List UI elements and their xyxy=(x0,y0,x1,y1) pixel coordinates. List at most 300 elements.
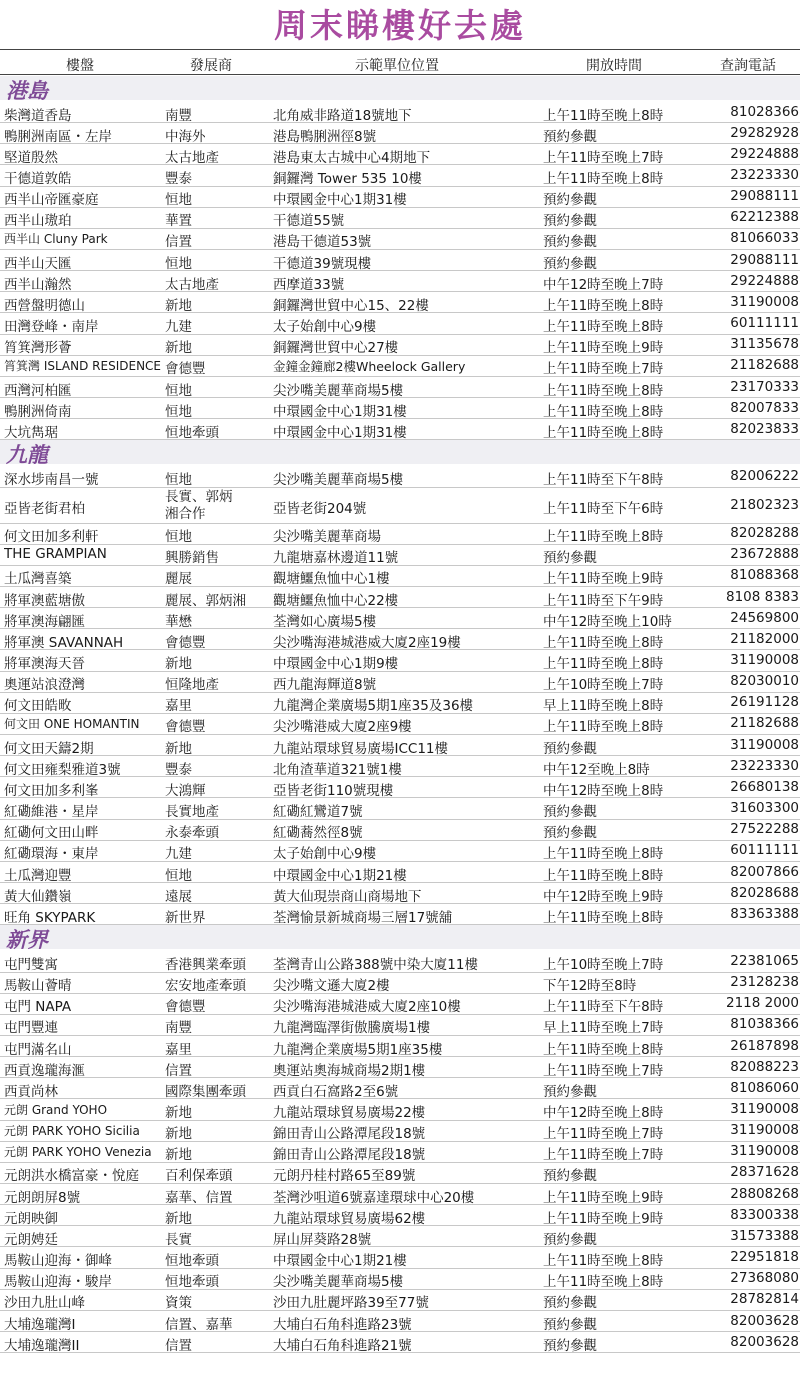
developer: 信置、嘉華 xyxy=(165,1316,233,1333)
phone: 23128238 xyxy=(730,974,799,991)
opening-hours: 預約參觀 xyxy=(543,255,597,272)
developer: 太古地產 xyxy=(165,149,219,166)
developer: 新世界 xyxy=(165,909,206,926)
showflat-location: 尖沙嘴美麗華商場 xyxy=(273,529,381,546)
opening-hours: 中午12時至晚上8時 xyxy=(543,782,664,799)
property-name: 田灣登峰・南岸 xyxy=(4,319,99,336)
showflat-location: 九龍灣企業廣場5期1座35樓 xyxy=(273,1041,443,1058)
opening-hours: 預約參觀 xyxy=(543,825,597,842)
property-name: 元朗洪水橋富豪・悅庭 xyxy=(4,1168,139,1185)
property-name: 筲箕灣形薈 xyxy=(4,340,72,357)
showflat-location: 中環國金中心1期21樓 xyxy=(273,867,407,884)
opening-hours: 預約參觀 xyxy=(543,128,597,145)
property-name: 土瓜灣喜築 xyxy=(4,571,72,588)
phone: 23223330 xyxy=(730,757,799,774)
showflat-location: 中環國金中心1期31樓 xyxy=(273,403,407,420)
developer: 長實、郭炳湘合作 xyxy=(165,488,233,522)
phone: 82023833 xyxy=(730,420,799,437)
showflat-location: 尖沙嘴美麗華商場5樓 xyxy=(273,382,404,399)
showflat-location: 尖沙嘴文遜大廈2樓 xyxy=(273,978,390,995)
table-row xyxy=(0,419,800,440)
developer: 會德豐 xyxy=(165,361,206,378)
table-row xyxy=(0,820,800,841)
table-row xyxy=(0,777,800,798)
phone: 21182000 xyxy=(730,630,799,647)
opening-hours: 上午11時至晚上8時 xyxy=(543,529,664,546)
opening-hours: 上午11時至晚上9時 xyxy=(543,1189,664,1206)
developer: 九建 xyxy=(165,846,192,863)
property-name: 何文田 ONE HOMANTIN xyxy=(4,717,140,732)
developer: 恒隆地產 xyxy=(165,677,219,694)
showflat-location: 荃灣沙咀道6號嘉達環球中心20樓 xyxy=(273,1189,475,1206)
phone: 28371628 xyxy=(730,1164,799,1181)
table-row xyxy=(0,187,800,208)
showflat-location: 黃大仙現崇商山商場地下 xyxy=(273,888,422,905)
showflat-location: 紅磡紅鸞道7號 xyxy=(273,804,363,821)
property-name: 元朗映御 xyxy=(4,1210,58,1227)
property-name: 深水埗南昌一號 xyxy=(4,471,99,488)
title-divider xyxy=(0,49,800,50)
table-row xyxy=(0,1226,800,1247)
table-row xyxy=(0,545,800,566)
opening-hours: 上午11時至晚上8時 xyxy=(543,1274,664,1291)
showflat-location: 西貢白石窩路2至6號 xyxy=(273,1083,399,1100)
header-divider xyxy=(0,74,800,75)
showflat-location: 錦田青山公路潭尾段18號 xyxy=(273,1126,426,1143)
table-row xyxy=(0,587,800,608)
table-row xyxy=(0,314,800,335)
phone: 31190008 xyxy=(730,652,799,668)
property-name: 西半山瀚然 xyxy=(4,276,72,293)
developer: 恒地 xyxy=(165,867,192,884)
property-name: 元朗 Grand YOHO xyxy=(4,1103,108,1117)
showflat-location: 港島東太古城中心4期地下 xyxy=(273,149,431,166)
table-row xyxy=(0,1078,800,1099)
table-row xyxy=(0,488,800,524)
phone: 31573388 xyxy=(730,1227,799,1244)
header-showflat-location: 示範單位位置 xyxy=(355,58,439,74)
phone: 83363388 xyxy=(730,905,799,922)
developer: 興勝銷售 xyxy=(165,550,219,567)
property-name: 何文田加多利軒 xyxy=(4,529,99,546)
phone: 82007833 xyxy=(730,399,799,416)
phone: 60111111 xyxy=(730,842,799,859)
property-name: 西灣河柏匯 xyxy=(4,382,72,399)
showflat-location: 荃灣青山公路388號中染大廈11樓 xyxy=(273,956,478,973)
table-row xyxy=(0,1015,800,1036)
developer: 長實 xyxy=(165,1231,192,1248)
section-heading xyxy=(0,925,800,953)
developer: 嘉華、信置 xyxy=(165,1189,233,1206)
table-row xyxy=(0,973,800,994)
showflat-location: 亞皆老街204號 xyxy=(273,500,367,517)
showflat-location: 荃灣如心廣場5樓 xyxy=(273,613,377,630)
showflat-location: 尖沙嘴海港城港威大廈2座19樓 xyxy=(273,634,461,651)
developer: 南豐 xyxy=(165,107,192,124)
table-row xyxy=(0,1205,800,1226)
phone: 81088368 xyxy=(730,567,799,584)
opening-hours: 上午11時至晚上9時 xyxy=(543,1210,664,1227)
property-name: 土瓜灣迎豐 xyxy=(4,867,72,884)
property-name: 屯門 NAPA xyxy=(4,999,72,1016)
showflat-location: 銅鑼灣 Tower 535 10樓 xyxy=(273,171,422,187)
opening-hours: 預約參觀 xyxy=(543,550,597,567)
showflat-location: 北角渣華道321號1樓 xyxy=(273,761,402,778)
table-row xyxy=(0,1332,800,1353)
property-name: 將軍澳海翩匯 xyxy=(4,613,85,630)
developer: 資策 xyxy=(165,1295,192,1312)
property-name: 將軍澳海天晉 xyxy=(4,656,85,672)
property-name: 紅磡何文田山畔 xyxy=(4,825,99,842)
property-name: 西半山璈珀 xyxy=(4,213,72,230)
showflat-location: 中環國金中心1期9樓 xyxy=(273,656,399,672)
phone: 27522288 xyxy=(730,821,799,838)
property-name: 屯門雙寓 xyxy=(4,956,58,973)
developer: 麗展、郭炳湘 xyxy=(165,592,246,609)
showflat-location: 元朗丹桂村路65至89號 xyxy=(273,1168,416,1185)
property-name: 西半山 Cluny Park xyxy=(4,232,108,247)
showflat-location: 中環國金中心1期31樓 xyxy=(273,424,407,441)
table-row xyxy=(0,524,800,545)
table-row xyxy=(0,883,800,904)
developer: 信置 xyxy=(165,234,192,251)
developer: 恒地 xyxy=(165,382,192,399)
developer: 新地 xyxy=(165,656,192,672)
table-row xyxy=(0,566,800,587)
showflat-location: 屏山屏葵路28號 xyxy=(273,1231,372,1248)
phone: 29088111 xyxy=(730,251,799,268)
property-name: 亞皆老街君柏 xyxy=(4,500,85,517)
phone: 31135678 xyxy=(730,336,799,353)
property-name: 西半山天匯 xyxy=(4,255,72,272)
developer: 新地 xyxy=(165,297,192,314)
table-row xyxy=(0,466,800,487)
table-row xyxy=(0,1184,800,1205)
phone: 29224888 xyxy=(730,272,799,289)
phone: 26680138 xyxy=(730,778,799,795)
opening-hours: 上午11時至晚上8時 xyxy=(543,867,664,884)
table-row xyxy=(0,1057,800,1078)
property-name: 何文田天鑄2期 xyxy=(4,740,94,757)
developer: 會德豐 xyxy=(165,634,206,651)
developer: 麗展 xyxy=(165,571,192,588)
opening-hours: 上午10時至晚上7時 xyxy=(543,956,664,973)
opening-hours: 上午11時至晚上8時 xyxy=(543,171,664,187)
showflat-location: 大埔白石角科進路23號 xyxy=(273,1316,412,1333)
section-title: 港島 xyxy=(6,79,48,103)
table-row xyxy=(0,1099,800,1120)
phone: 82030010 xyxy=(730,673,799,690)
developer: 華懋 xyxy=(165,613,192,630)
table-row xyxy=(0,1121,800,1142)
table-row xyxy=(0,629,800,650)
opening-hours: 上午11時至晚上7時 xyxy=(543,1062,664,1079)
phone: 81066033 xyxy=(730,230,799,247)
phone: 82028688 xyxy=(730,884,799,901)
property-name: 鴨脷洲南區・左岸 xyxy=(4,128,112,145)
phone: 27368080 xyxy=(730,1270,799,1287)
developer: 大鴻輝 xyxy=(165,782,206,799)
opening-hours: 預約參觀 xyxy=(543,804,597,821)
property-name: 屯門豐連 xyxy=(4,1020,58,1037)
developer: 恒地 xyxy=(165,529,192,546)
opening-hours: 上午11時至下午8時 xyxy=(543,999,664,1016)
opening-hours: 中午12時至晚上7時 xyxy=(543,276,664,293)
phone: 60111111 xyxy=(730,315,799,332)
header-opening-hours: 開放時間 xyxy=(586,58,642,74)
showflat-location: 九龍站環球貿易廣場22樓 xyxy=(273,1105,426,1121)
property-name: 西營盤明德山 xyxy=(4,297,85,314)
phone: 29224888 xyxy=(730,145,799,162)
property-name: 奧運站浪澄灣 xyxy=(4,677,85,694)
developer: 豐泰 xyxy=(165,171,192,187)
opening-hours: 上午11時至晚上7時 xyxy=(543,1126,664,1143)
opening-hours: 上午11時至晚上8時 xyxy=(543,403,664,420)
property-name: 旺角 SKYPARK xyxy=(4,909,96,926)
showflat-location: 觀塘鱷魚恤中心22樓 xyxy=(273,592,399,609)
property-name: 黃大仙鑽嶺 xyxy=(4,888,72,905)
table-row xyxy=(0,229,800,250)
opening-hours: 上午11時至晚上8時 xyxy=(543,319,664,336)
phone: 23170333 xyxy=(730,378,799,395)
table-row xyxy=(0,1163,800,1184)
opening-hours: 上午11時至晚上9時 xyxy=(543,571,664,588)
table-row xyxy=(0,377,800,398)
showflat-location: 銅鑼灣世貿中心27樓 xyxy=(273,340,399,357)
developer: 恒地 xyxy=(165,471,192,488)
property-name: 將軍澳藍塘傲 xyxy=(4,592,85,609)
table-row xyxy=(0,271,800,292)
opening-hours: 中午12時至晚上8時 xyxy=(543,1105,664,1121)
opening-hours: 早上11時至晚上8時 xyxy=(543,698,664,715)
phone: 29282928 xyxy=(730,124,799,141)
section-title: 新界 xyxy=(6,928,48,953)
showflat-location: 亞皆老街110號現樓 xyxy=(273,782,394,799)
showflat-location: 奧運站奧海城商場2期1樓 xyxy=(273,1062,426,1079)
table-row xyxy=(0,102,800,123)
property-name: 紅磡環海・東岸 xyxy=(4,846,99,863)
phone: 29088111 xyxy=(730,188,799,205)
property-name: 元朗 PARK YOHO Venezia xyxy=(4,1145,152,1160)
developer: 信置 xyxy=(165,1062,192,1079)
showflat-location: 太子始創中心9樓 xyxy=(273,846,377,863)
phone: 21802323 xyxy=(730,496,799,513)
developer: 新地 xyxy=(165,1126,192,1143)
property-name: 大坑雋琚 xyxy=(4,424,58,441)
developer: 會德豐 xyxy=(165,999,206,1016)
opening-hours: 早上11時至晚上7時 xyxy=(543,1020,664,1037)
developer: 豐泰 xyxy=(165,761,192,778)
opening-hours: 預約參觀 xyxy=(543,1295,597,1312)
showflat-location: 港島鴨脷洲徑8號 xyxy=(273,128,377,145)
opening-hours: 上午11時至晚上8時 xyxy=(543,719,664,736)
table-row xyxy=(0,904,800,925)
phone: 82028288 xyxy=(730,525,799,542)
opening-hours: 上午11時至下午8時 xyxy=(543,471,664,488)
table-row xyxy=(0,693,800,714)
phone: 31603300 xyxy=(730,800,799,817)
property-name: 何文田皓畋 xyxy=(4,698,72,715)
table-row xyxy=(0,292,800,313)
developer: 恒地牽頭 xyxy=(165,1274,219,1291)
phone: 83300338 xyxy=(730,1206,799,1223)
table-row xyxy=(0,735,800,756)
phone: 82003628 xyxy=(730,1333,799,1350)
showflat-location: 干德道39號現樓 xyxy=(273,255,372,272)
table-row xyxy=(0,250,800,271)
phone: 28782814 xyxy=(730,1291,799,1308)
showflat-location: 西九龍海輝道8號 xyxy=(273,677,377,694)
table-row xyxy=(0,1269,800,1290)
phone: 2118 2000 xyxy=(725,995,799,1012)
showflat-location: 錦田青山公路潭尾段18號 xyxy=(273,1147,426,1164)
property-name: 大埔逸瓏灣I xyxy=(4,1316,76,1333)
property-name: 馬鞍山薈晴 xyxy=(4,978,72,995)
showflat-location: 中環國金中心1期31樓 xyxy=(273,192,407,209)
showflat-location: 觀塘鱷魚恤中心1樓 xyxy=(273,571,390,588)
phone: 81086060 xyxy=(730,1079,799,1096)
opening-hours: 上午11時至晚上8時 xyxy=(543,634,664,651)
developer: 恒地 xyxy=(165,192,192,209)
header-developer: 發展商 xyxy=(190,58,232,74)
showflat-location: 尖沙嘴美麗華商場5樓 xyxy=(273,1274,404,1291)
property-name: 元朗 PARK YOHO Sicilia xyxy=(4,1124,140,1139)
opening-hours: 上午11時至晚上8時 xyxy=(543,846,664,863)
developer: 中海外 xyxy=(165,128,206,145)
developer: 嘉里 xyxy=(165,698,192,715)
opening-hours: 中午12時至晚上9時 xyxy=(543,888,664,905)
page-title: 周末睇樓好去處 xyxy=(274,5,526,45)
showflat-location: 九龍灣企業廣場5期1座35及36樓 xyxy=(273,698,474,715)
phone: 21182688 xyxy=(730,715,799,732)
showflat-location: 沙田九肚麗坪路39至77號 xyxy=(273,1295,429,1312)
opening-hours: 上午11時至晚上8時 xyxy=(543,656,664,672)
opening-hours: 預約參觀 xyxy=(543,1316,597,1333)
opening-hours: 預約參觀 xyxy=(543,1231,597,1248)
phone: 82007866 xyxy=(730,863,799,880)
showflat-location: 尖沙嘴海港城港威大廈2座10樓 xyxy=(273,999,461,1016)
showflat-location: 中環國金中心1期21樓 xyxy=(273,1253,407,1270)
property-name: 堅道殷然 xyxy=(4,149,58,166)
developer: 新地 xyxy=(165,1105,192,1121)
table-row xyxy=(0,398,800,419)
table-row xyxy=(0,1290,800,1311)
opening-hours: 上午11時至晚上8時 xyxy=(543,1041,664,1058)
opening-hours: 預約參觀 xyxy=(543,740,597,757)
property-name: 干德道敦皓 xyxy=(4,171,72,187)
developer: 會德豐 xyxy=(165,719,206,736)
opening-hours: 上午11時至晚上7時 xyxy=(543,361,664,378)
opening-hours: 上午11時至晚上8時 xyxy=(543,107,664,124)
property-name: 元朗娉廷 xyxy=(4,1231,58,1248)
showflat-location: 銅鑼灣世貿中心15、22樓 xyxy=(273,297,429,314)
developer: 嘉里 xyxy=(165,1041,192,1058)
developer: 恒地牽頭 xyxy=(165,1253,219,1270)
showflat-location: 九龍塘嘉林邊道11號 xyxy=(273,550,399,567)
phone: 31190008 xyxy=(730,293,799,310)
opening-hours: 預約參觀 xyxy=(543,1168,597,1185)
phone: 21182688 xyxy=(730,357,799,374)
opening-hours: 上午11時至下午9時 xyxy=(543,592,664,609)
showflat-location: 九龍灣臨澤街傲騰廣場1樓 xyxy=(273,1020,431,1037)
table-row xyxy=(0,951,800,972)
developer: 新地 xyxy=(165,340,192,357)
showflat-location: 大埔白石角科進路21號 xyxy=(273,1337,412,1354)
showflat-location: 荃灣愉景新城商場三層17號舖 xyxy=(273,909,453,926)
property-name: THE GRAMPIAN xyxy=(4,546,107,563)
opening-hours: 上午11時至晚上8時 xyxy=(543,424,664,441)
property-name: 屯門滿名山 xyxy=(4,1041,72,1058)
property-name: 西貢尚林 xyxy=(4,1083,58,1100)
opening-hours: 上午11時至晚上8時 xyxy=(543,382,664,399)
phone: 26187898 xyxy=(730,1037,799,1054)
developer: 恒地 xyxy=(165,255,192,272)
developer: 太古地產 xyxy=(165,276,219,293)
property-name: 將軍澳 SAVANNAH xyxy=(4,634,124,651)
opening-hours: 上午11時至晚上8時 xyxy=(543,1253,664,1270)
property-name: 柴灣道香島 xyxy=(4,107,72,124)
showflat-location: 金鐘金鐘廊2樓Wheelock Gallery xyxy=(273,359,466,375)
showflat-location: 北角威非路道18號地下 xyxy=(273,107,412,124)
developer: 宏安地產牽頭 xyxy=(165,978,246,995)
developer: 新地 xyxy=(165,1210,192,1227)
property-name: 西貢逸瓏海滙 xyxy=(4,1062,85,1079)
table-row xyxy=(0,756,800,777)
phone: 81028366 xyxy=(730,103,799,120)
opening-hours: 中午12時至晚上10時 xyxy=(543,613,672,630)
phone: 8108 8383 xyxy=(725,588,799,605)
phone: 81038366 xyxy=(730,1016,799,1033)
showflat-location: 太子始創中心9樓 xyxy=(273,319,377,336)
showflat-location: 九龍站環球貿易廣場62樓 xyxy=(273,1210,426,1227)
opening-hours: 上午11時至晚上7時 xyxy=(543,1147,664,1164)
opening-hours: 上午11時至晚上9時 xyxy=(543,340,664,357)
phone: 31190008 xyxy=(730,1122,799,1139)
developer: 新地 xyxy=(165,740,192,757)
table-row xyxy=(0,335,800,356)
phone: 82088223 xyxy=(730,1058,799,1075)
developer: 新地 xyxy=(165,1147,192,1164)
opening-hours: 下午12時至8時 xyxy=(543,978,637,995)
developer: 百利保牽頭 xyxy=(165,1168,233,1185)
table-row xyxy=(0,714,800,735)
showflat-location: 九龍站環球貿易廣場ICC11樓 xyxy=(273,740,449,757)
opening-hours: 預約參觀 xyxy=(543,234,597,251)
phone: 24569800 xyxy=(730,609,799,626)
table-row xyxy=(0,1248,800,1269)
table-row xyxy=(0,841,800,862)
table-row xyxy=(0,208,800,229)
showflat-location: 尖沙嘴美麗華商場5樓 xyxy=(273,471,404,488)
developer: 九建 xyxy=(165,319,192,336)
developer: 信置 xyxy=(165,1337,192,1354)
table-row xyxy=(0,1036,800,1057)
phone: 28808268 xyxy=(730,1185,799,1202)
opening-hours: 上午11時至晚上8時 xyxy=(543,297,664,314)
showflat-location: 西摩道33號 xyxy=(273,276,345,293)
property-name: 何文田加多利峯 xyxy=(4,782,99,799)
property-name: 鴨脷洲倚南 xyxy=(4,403,72,420)
phone: 82006222 xyxy=(730,467,799,484)
table-row xyxy=(0,165,800,186)
developer: 國際集團牽頭 xyxy=(165,1083,246,1100)
section-heading xyxy=(0,76,800,103)
phone: 62212388 xyxy=(730,209,799,226)
showflat-location: 尖沙嘴港威大廈2座9樓 xyxy=(273,719,412,736)
developer: 遠展 xyxy=(165,888,192,905)
property-name: 沙田九肚山峰 xyxy=(4,1295,85,1312)
table-row xyxy=(0,799,800,820)
